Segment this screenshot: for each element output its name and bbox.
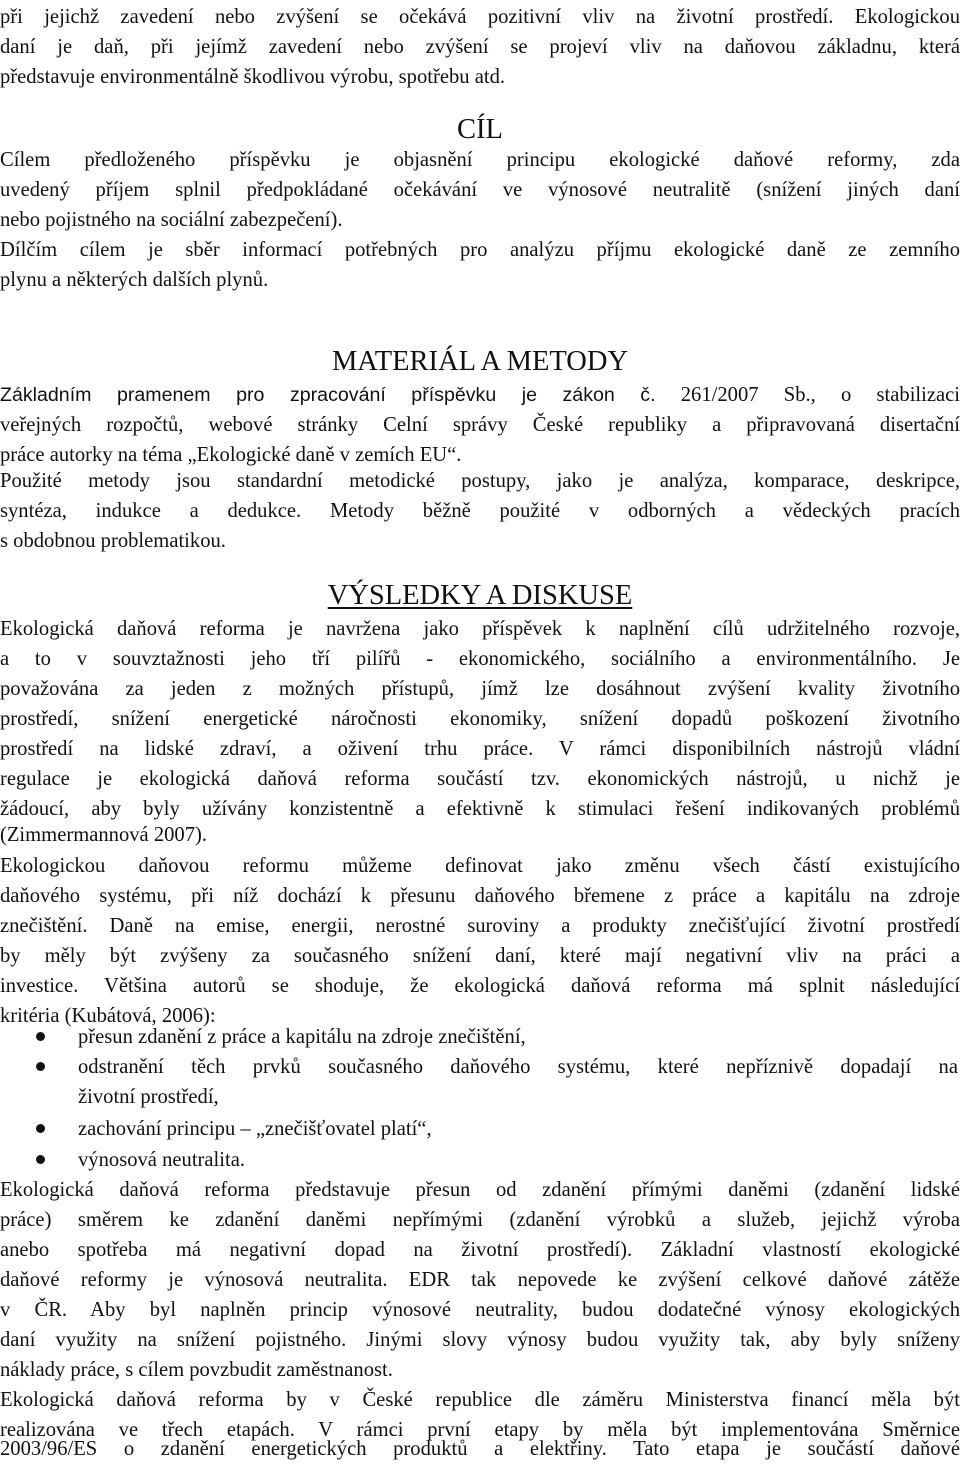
paragraph-line [0,380,960,410]
bullet-icon [36,1155,45,1164]
paragraph-line: regulace je ekologická daňová reforma součástí tzv. ekonomických nástrojů, u nichž je [0,768,960,790]
bullet-icon [36,1062,45,1071]
paragraph-line-sans-part: Základním pramenem pro zpracování příspěvku je zákon č. [0,384,656,406]
paragraph-line: práce autorky na téma „Ekologické daně v zemích EU“. [0,444,462,466]
paragraph-line: a to v souvztažnosti jeho tří pilířů - ekonomického, sociálního a environmentálního. Je [0,648,960,670]
paragraph-line: nebo pojistného na sociální zabezpečení). [0,209,343,231]
paragraph-line: uvedený příjem splnil předpokládané očekávání ve výnosové neutralitě (snížení jiných daní [0,179,960,201]
paragraph-line: daňové reformy je výnosová neutralita. EDR tak nepovede ke zvýšení celkové daňové zátěže [0,1269,960,1291]
list-item-continuation: životní prostředí, [78,1086,219,1108]
paragraph-line: 2003/96/ES o zdanění energetických produktů a elektřiny. Tato etapa je součástí daňové [0,1438,960,1460]
paragraph-line: Ekologická daňová reforma by v České republice dle záměru Ministerstva financí měla být [0,1389,960,1411]
paragraph-line: Dílčím cílem je sběr informací potřebných pro analýzu příjmu ekologické daně ze zemního [0,239,960,261]
bullet-icon [36,1032,45,1041]
section-heading-metody: MATERIÁL A METODY [331,346,629,377]
paragraph-line: daní využity na snížení pojistného. Jinými slovy výnosy budou využity tak, aby byly sníženy [0,1329,960,1351]
paragraph-line-serif-part: 261/2007 Sb., o stabilizaci [655,384,960,406]
paragraph-line: daňového systému, při níž dochází k přesunu daňového břemene z práce a kapitálu na zdroje [0,885,960,907]
paragraph-line: práce) směrem ke zdanění daněmi nepřímými (zdanění výrobků a služeb, jejichž výroba [0,1209,960,1231]
paragraph-line: anebo spotřeba má negativní dopad na životní prostředí). Základní vlastností ekologické [0,1239,960,1261]
paragraph-line: syntéza, indukce a dedukce. Metody běžně použité v odborných a vědeckých pracích [0,500,960,522]
paragraph-line: plynu a některých dalších plynů. [0,269,269,291]
paragraph-line: Ekologická daňová reforma je navržena jako příspěvek k naplnění cílů udržitelného rozvoje, [0,618,960,640]
intro-line: představuje environmentálně škodlivou výrobu, spotřebu atd. [0,66,506,88]
list-item: přesun zdanění z práce a kapitálu na zdroje znečištění, [78,1026,526,1048]
list-item: odstranění těch prvků současného daňového systému, které nepříznivě dopadají na [78,1056,958,1078]
section-heading-cil: CÍL [457,114,503,145]
paragraph-line: s obdobnou problematikou. [0,530,226,552]
paragraph-line: Ekologická daňová reforma představuje přesun od zdanění přímými daněmi (zdanění lidské [0,1179,960,1201]
section-heading-vysledky: VÝSLEDKY A DISKUSE [327,580,633,611]
paragraph-line: žádoucí, aby byly užívány konzistentně a efektivně k stimulaci řešení indikovaných problémů [0,798,960,820]
intro-line: při jejichž zavedení nebo zvýšení se očekává pozitivní vliv na životní prostředí. Ekologickou [0,6,960,28]
paragraph-line: Použité metody jsou standardní metodické postupy, jako je analýza, komparace, deskripce, [0,470,960,492]
paragraph-line: v ČR. Aby byl naplněn princip výnosové neutrality, budou dodatečné výnosy ekologických [0,1299,960,1321]
intro-line: daní je daň, při jejímž zavedení nebo zvýšení se projeví vliv na daňovou základnu, která [0,36,960,58]
paragraph-line: náklady práce, s cílem povzbudit zaměstnanost. [0,1359,393,1381]
paragraph-line: prostředí na lidské zdraví, a oživení trhu práce. V rámci disponibilních nástrojů vládní [0,738,960,760]
paragraph-line: znečištění. Daně na emise, energii, nerostné suroviny a produkty znečišťující životní prostředí [0,915,960,937]
list-item: zachování principu – „znečišťovatel platí“, [78,1118,432,1140]
list-item: výnosová neutralita. [78,1149,245,1171]
paragraph-line: realizována ve třech etapách. V rámci první etapy by měla být implementována Směrnice [0,1419,960,1441]
paragraph-line: by měly být zvýšeny za současného snížení daní, které mají negativní vliv na práci a [0,945,960,967]
paragraph-line: veřejných rozpočtů, webové stránky Celní správy České republiky a připravovaná disertační [0,414,960,436]
paragraph-line: Ekologickou daňovou reformu můžeme definovat jako změnu všech částí existujícího [0,855,960,877]
paragraph-line: považována za jeden z možných přístupů, jímž lze dosáhnout zvýšení kvality životního [0,678,960,700]
paragraph-line: Cílem předloženého příspěvku je objasnění principu ekologické daňové reformy, zda [0,149,960,171]
paragraph-line: investice. Většina autorů se shoduje, že ekologická daňová reforma má splnit následující [0,975,960,997]
paragraph-line: (Zimmermannová 2007). [0,824,208,846]
bullet-icon [36,1124,45,1133]
paragraph-line: kritéria (Kubátová, 2006): [0,1005,216,1027]
paragraph-line: prostředí, snížení energetické náročnosti ekonomiky, snížení dopadů poškození životního [0,708,960,730]
